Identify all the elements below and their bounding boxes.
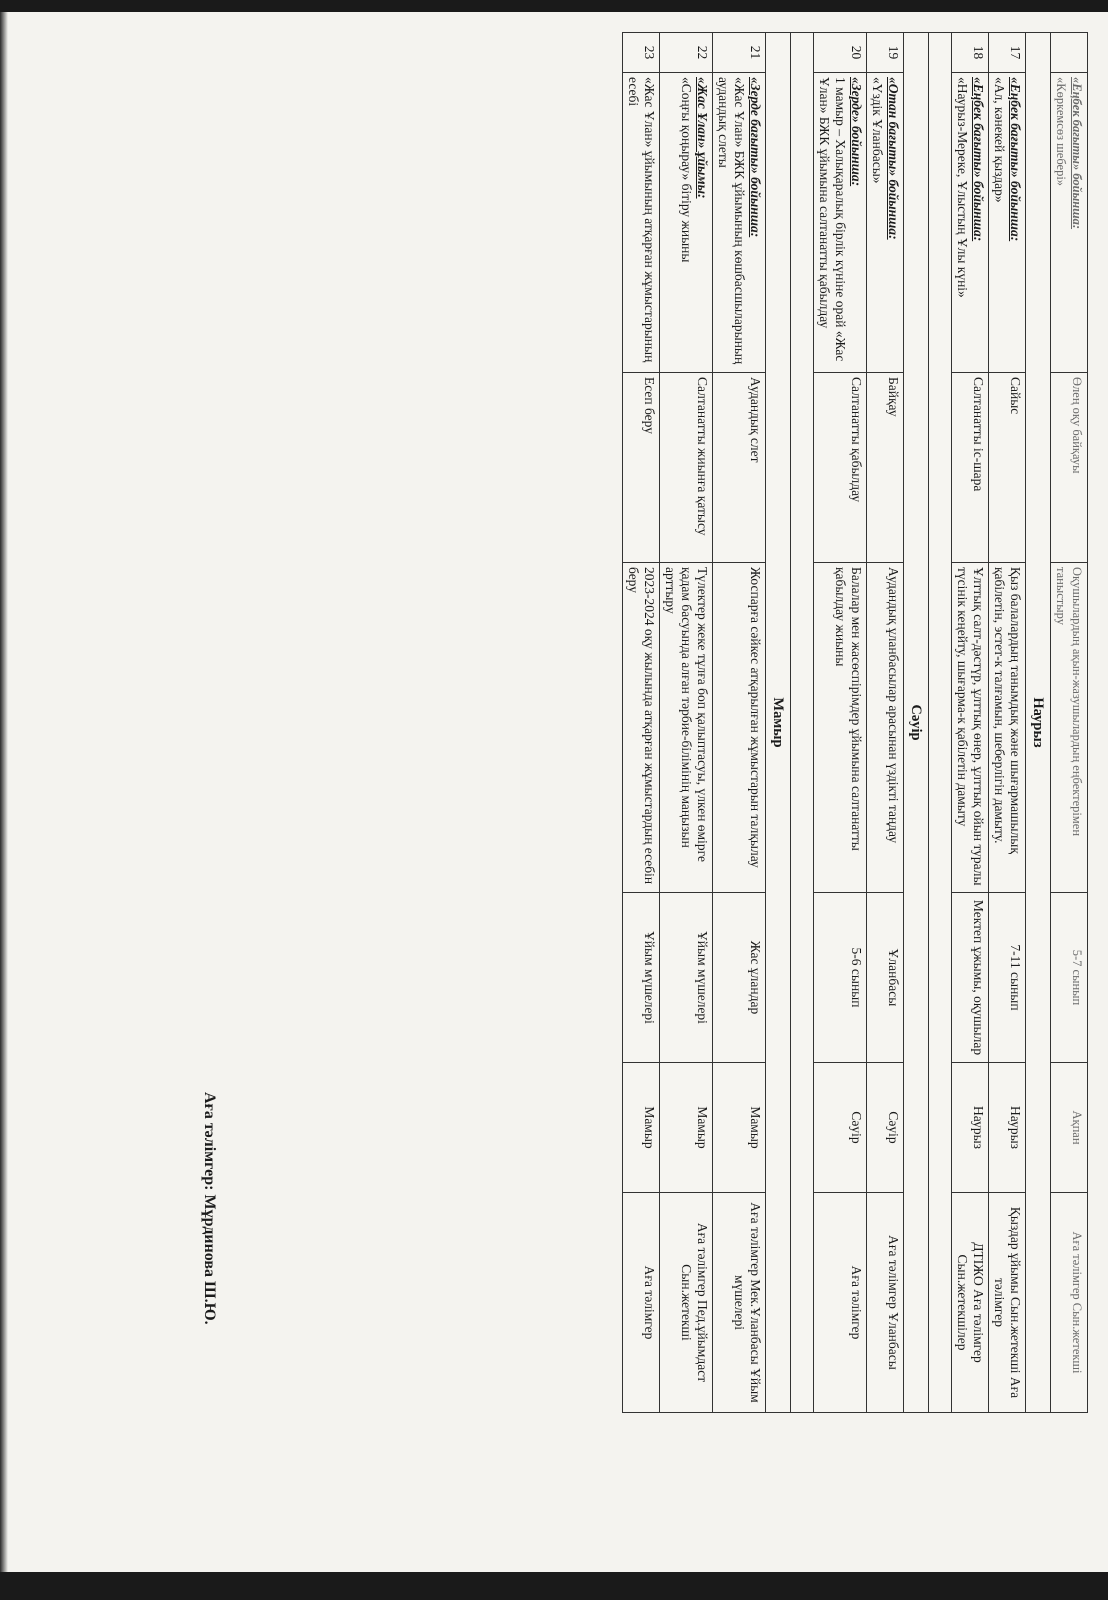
event-title: «Үздік Ұланбасы» xyxy=(870,77,885,184)
table-row xyxy=(867,33,904,1413)
event-date: Наурыз xyxy=(989,1063,1026,1193)
event-date: Наурыз xyxy=(952,1063,989,1193)
event-responsible: Аға тәлімгер xyxy=(814,1193,867,1413)
table-row xyxy=(952,33,989,1413)
event-participants: Мектеп ұжымы, оқушылар xyxy=(952,893,989,1063)
event-responsible: Аға тәлімгер Мек.Ұланбасы Ұйым мүшелері xyxy=(713,1193,766,1413)
event-goal: Жоспарға сәйкес атқарылған жұмыстарын талқылау xyxy=(713,563,766,893)
event-form: Аудандық слет xyxy=(713,373,766,563)
event-title: «Көркемсөз шебері» xyxy=(1054,77,1068,187)
event-date: Сәуір xyxy=(814,1063,867,1193)
row-number: 17 xyxy=(989,33,1026,73)
event-responsible: Аға тәлімгер xyxy=(623,1193,660,1413)
event-participants: Ұйым мүшелері xyxy=(623,893,660,1063)
event-form: Сайыс xyxy=(989,373,1026,563)
table-row-top-partial xyxy=(1051,33,1088,1413)
event-responsible: Аға тәлімгер Пед.ұйымдаст Сын.жетекші xyxy=(660,1193,713,1413)
month-header-mamyr xyxy=(766,33,791,1413)
event-title: 1 мамыр – Халықаралық бірлік күніне орай «Жас Ұлан» БЖК ұйымына салтанатты қабылдау xyxy=(817,77,848,362)
event-title-cell xyxy=(952,73,989,373)
event-title: «Жас Ұлан» ұйымының атқарған жұмыстарының есебі xyxy=(626,77,657,363)
direction-label: «Еңбек бағыты» бойынша: xyxy=(971,77,986,242)
event-goal: 2023-2024 оқу жылында атқарған жұмыстардың есебін беру xyxy=(623,563,660,893)
event-participants: 5-7 сынып xyxy=(1051,893,1088,1063)
month-header-nauryz xyxy=(1026,33,1051,1413)
month-title: Наурыз xyxy=(1026,33,1051,1413)
event-responsible: Қыздар ұйымы Сын.жетекші Аға тәлімгер xyxy=(989,1193,1026,1413)
document-page xyxy=(0,12,1108,1572)
month-header-sauir xyxy=(904,33,929,1413)
event-title-cell xyxy=(989,73,1026,373)
event-date: Мамыр xyxy=(660,1063,713,1193)
event-title-cell xyxy=(867,73,904,373)
event-title-cell xyxy=(713,73,766,373)
event-responsible: Аға тәлімгер Ұланбасы xyxy=(867,1193,904,1413)
event-goal: Түлектер жеке тұлға боп қалыптасуы, үлкен өмірге қадам басуында алған тәрбие-білімінің маңызын арттыру xyxy=(660,563,713,893)
event-form: Есеп беру xyxy=(623,373,660,563)
rotated-content xyxy=(0,12,1108,1572)
row-number: 21 xyxy=(713,33,766,73)
event-responsible: Аға тәлімгер Сын.жетекші xyxy=(1051,1193,1088,1413)
event-date: Мамыр xyxy=(623,1063,660,1193)
event-goal: Оқушылардың ақын-жазушылардың еңбектерімен таныстыру xyxy=(1051,563,1088,893)
direction-label: «Жас Ұлан» ұйымы: xyxy=(695,77,710,199)
table-spacer xyxy=(929,33,952,1413)
direction-label: «Зерде» бойынша: xyxy=(849,77,864,187)
row-number: 18 xyxy=(952,33,989,73)
table-row xyxy=(989,33,1026,1413)
event-form: Өлең оқу байқауы xyxy=(1051,373,1088,563)
row-number: 22 xyxy=(660,33,713,73)
row-number xyxy=(1051,33,1088,73)
event-goal: Ұлттық салт-дәстүр, ұлттық өнер, ұлттық ойын туралы түсінік кеңейту, шығарма-к қабілетін дамыту xyxy=(952,563,989,893)
row-number: 20 xyxy=(814,33,867,73)
event-title: «Ал, кәнекей қыздар» xyxy=(992,77,1007,203)
event-participants: 7-11 сынып xyxy=(989,893,1026,1063)
event-date: Мамыр xyxy=(713,1063,766,1193)
event-goal: Балалар мен жасөспірімдер ұйымына салтанатты қабылдау жиыны xyxy=(814,563,867,893)
table-row xyxy=(713,33,766,1413)
event-title: «Жас Ұлан» БЖК ұйымының көшбасшыларының аудандық слеты xyxy=(716,77,747,365)
event-participants: Ұйым мүшелері xyxy=(660,893,713,1063)
event-form: Салтанатты қабылдау xyxy=(814,373,867,563)
event-title-cell xyxy=(623,73,660,373)
events-plan-table xyxy=(622,32,1088,1413)
month-title: Сәуір xyxy=(904,33,929,1413)
direction-label: «Еңбек бағыты» бойынша: xyxy=(1008,77,1023,242)
table-row xyxy=(660,33,713,1413)
event-participants: Ұланбасы xyxy=(867,893,904,1063)
event-participants: 5-6 сынып xyxy=(814,893,867,1063)
event-date: Сәуір xyxy=(867,1063,904,1193)
event-responsible: ДТІЖО Аға тәлімгер Сын.жетекшілер xyxy=(952,1193,989,1413)
direction-label: «Отан бағыты» бойынша: xyxy=(886,77,901,240)
row-number: 23 xyxy=(623,33,660,73)
event-title: «Наурыз-Мереке, Ұлыстың Ұлы күні» xyxy=(955,77,970,298)
month-title: Мамыр xyxy=(766,33,791,1413)
event-title-cell xyxy=(1051,73,1088,373)
event-title-cell xyxy=(814,73,867,373)
signature-line: Аға тәлімгер: Мұрдинова Ш.Ю. xyxy=(201,1092,218,1325)
direction-label: «Зерде бағыты» бойынша: xyxy=(748,77,763,238)
row-number: 19 xyxy=(867,33,904,73)
event-participants: Жас ұландар xyxy=(713,893,766,1063)
event-goal: Қыз балалардың танымдық және шығармашылық қабілетін, эстет-к талғамын, шеберлігін дамыту. xyxy=(989,563,1026,893)
event-form: Байқау xyxy=(867,373,904,563)
event-title: «Соңғы қоңырау» бітіру жиыны xyxy=(679,77,694,263)
table-row xyxy=(623,33,660,1413)
table-row xyxy=(814,33,867,1413)
event-form: Салтанатты жиынға қатысу xyxy=(660,373,713,563)
direction-label: «Еңбек бағыты» бойынша: xyxy=(1070,77,1084,230)
event-title-cell xyxy=(660,73,713,373)
event-goal: Аудандық ұланбасылар арасынан үздікті таңдау xyxy=(867,563,904,893)
event-date: Ақпан xyxy=(1051,1063,1088,1193)
table-spacer xyxy=(791,33,814,1413)
event-form: Салтанатты іс-шара xyxy=(952,373,989,563)
